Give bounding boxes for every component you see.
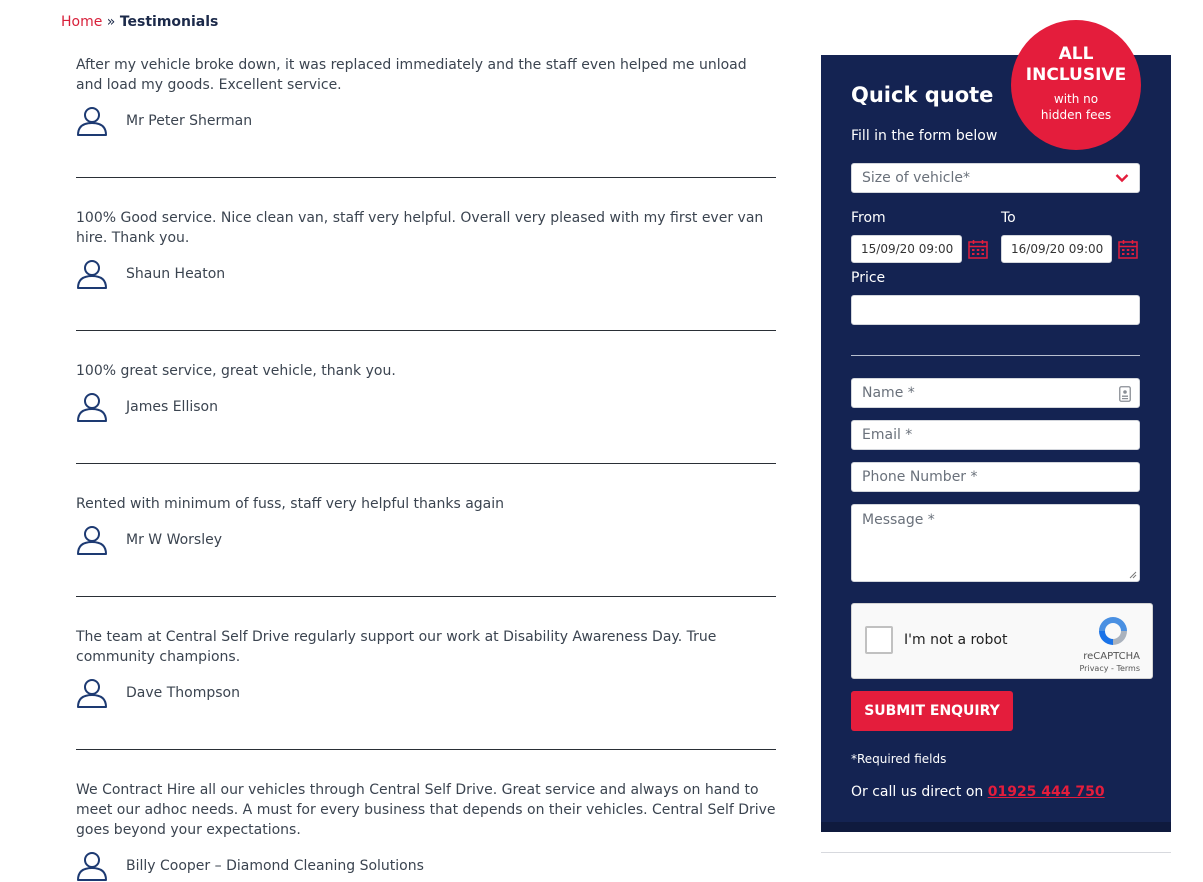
testimonial-item: [76, 597, 776, 709]
from-date-value: 15/09/20 09:00: [861, 242, 954, 256]
testimonial-author-name: Mr Peter Sherman: [126, 113, 253, 129]
call-us-text: [851, 784, 1105, 800]
name-placeholder: Name *: [862, 385, 915, 401]
testimonial-author-name: Mr W Worsley: [126, 532, 223, 548]
testimonial-author: [76, 677, 776, 709]
testimonial-item: [76, 464, 776, 556]
testimonial-quote: The team at Central Self Drive regularly support our work at Disability Awareness Day. True community champions.: [76, 629, 717, 665]
badge-line-1: ALL: [1058, 44, 1094, 64]
price-label: Price: [851, 270, 886, 286]
testimonial-quote: 100% great service, great vehicle, thank you.: [76, 363, 396, 379]
testimonial-quote: After my vehicle broke down, it was replaced immediately and the staff even helped me unload and load my goods. Excellent service.: [76, 57, 747, 93]
email-placeholder: Email *: [862, 427, 913, 443]
from-date-input[interactable]: [851, 235, 962, 263]
breadcrumb-home-link[interactable]: Home: [61, 14, 103, 30]
message-textarea[interactable]: [851, 504, 1140, 582]
to-label: To: [1001, 210, 1016, 226]
required-fields-note: *Required fields: [851, 752, 947, 766]
badge-line-4: hidden fees: [1040, 108, 1112, 122]
breadcrumb-separator: »: [106, 14, 116, 30]
recaptcha-checkbox[interactable]: [865, 626, 893, 654]
recaptcha-widget: [851, 603, 1153, 679]
testimonial-item: [76, 331, 776, 423]
recaptcha-privacy-terms-link[interactable]: Privacy - Terms: [1079, 664, 1140, 673]
testimonial-author: [76, 850, 776, 882]
testimonial-author-name: Dave Thompson: [126, 685, 240, 701]
user-outline-icon: [76, 850, 108, 882]
message-placeholder: Message *: [862, 512, 935, 528]
name-field[interactable]: [851, 378, 1140, 408]
contact-card-icon: [1119, 386, 1131, 402]
breadcrumb: [61, 14, 218, 30]
user-outline-icon: [76, 524, 108, 556]
user-outline-icon: [76, 258, 108, 290]
submit-enquiry-button[interactable]: SUBMIT ENQUIRY: [851, 691, 1013, 731]
price-field[interactable]: [851, 295, 1140, 325]
user-outline-icon: [76, 105, 108, 137]
phone-number-link[interactable]: 01925 444 750: [987, 784, 1105, 800]
user-outline-icon: [76, 391, 108, 423]
panel-footer-band: [821, 822, 1171, 832]
to-date-input[interactable]: [1001, 235, 1112, 263]
recaptcha-label: I'm not a robot: [904, 632, 1008, 648]
email-field[interactable]: [851, 420, 1140, 450]
call-us-label: Or call us direct on: [851, 784, 984, 800]
testimonial-author-name: Billy Cooper – Diamond Cleaning Solutions: [126, 858, 424, 874]
user-outline-icon: [76, 677, 108, 709]
recaptcha-brand: reCAPTCHA: [1083, 651, 1140, 662]
phone-field[interactable]: [851, 462, 1140, 492]
testimonial-quote: We Contract Hire all our vehicles through Central Self Drive. Great service and always on hand to meet our adhoc needs. A must for every business that depends on their vehicles. Central Self Drive goes beyond your expectations.: [76, 782, 776, 838]
testimonial-quote: 100% Good service. Nice clean van, staff very helpful. Overall very pleased with my first ever van hire. Thank you.: [76, 210, 764, 246]
panel-divider: [821, 852, 1171, 853]
quote-form-title: Quick quote: [851, 83, 994, 107]
phone-placeholder: Phone Number *: [862, 469, 978, 485]
testimonial-author: [76, 105, 776, 137]
testimonial-quote: Rented with minimum of fuss, staff very helpful thanks again: [76, 496, 505, 512]
calendar-icon[interactable]: [1118, 239, 1138, 259]
vehicle-size-selected-value: Size of vehicle*: [862, 170, 970, 186]
to-date-value: 16/09/20 09:00: [1011, 242, 1104, 256]
badge-line-3: with no: [1053, 92, 1099, 106]
testimonial-author-name: James Ellison: [126, 399, 218, 415]
chevron-down-icon: [1115, 171, 1129, 185]
all-inclusive-badge: [1011, 20, 1141, 150]
calendar-icon[interactable]: [968, 239, 988, 259]
resize-grip-icon[interactable]: [1129, 571, 1137, 579]
testimonial-author: [76, 391, 776, 423]
testimonial-author: [76, 258, 776, 290]
testimonial-author: [76, 524, 776, 556]
testimonial-item: [76, 50, 776, 137]
recaptcha-logo-icon: [1096, 614, 1130, 648]
testimonials-list: [76, 50, 776, 882]
testimonial-author-name: Shaun Heaton: [126, 266, 226, 282]
testimonial-item: [76, 178, 776, 290]
from-label: From: [851, 210, 886, 226]
quote-form-subtitle: Fill in the form below: [851, 128, 998, 144]
breadcrumb-current: Testimonials: [119, 14, 219, 30]
testimonial-item: [76, 750, 776, 882]
vehicle-size-select[interactable]: [851, 163, 1140, 193]
form-section-divider: [851, 355, 1140, 356]
badge-line-2: INCLUSIVE: [1025, 65, 1127, 85]
